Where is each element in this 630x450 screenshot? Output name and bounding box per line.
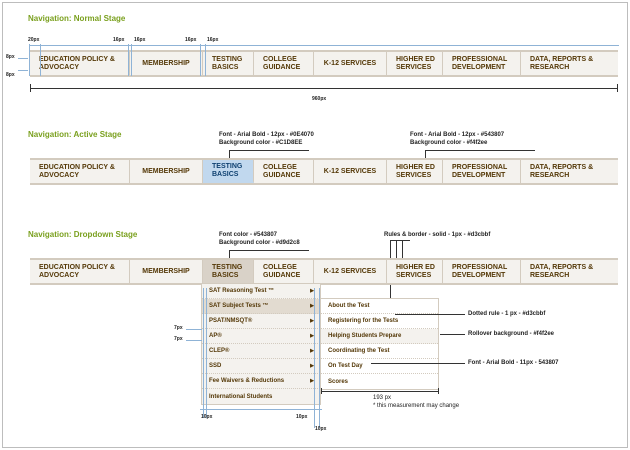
guide-line [205, 44, 206, 76]
guide-line [200, 409, 322, 410]
chevron-right-icon: ▶ [310, 333, 314, 339]
guide-line [314, 288, 315, 428]
nav-bar-normal [30, 50, 618, 77]
guide-line [206, 288, 207, 418]
nav-label: HIGHER ED SERVICES [396, 55, 435, 71]
dropdown-item[interactable]: International Students [209, 393, 273, 400]
nav-label: DATA, REPORTS & RESEARCH [530, 55, 594, 71]
nav-item-college[interactable] [254, 260, 314, 283]
guide-line [186, 340, 202, 341]
measure-8px-top: 8px [6, 54, 15, 60]
measure-8px-bottom: 8px [6, 72, 15, 78]
nav-item-professional[interactable] [443, 52, 521, 75]
dimension-tick [438, 388, 439, 394]
guide-line [18, 70, 28, 71]
measure-10px-b: 10px [296, 414, 308, 420]
measure-16px-c: 16px [185, 37, 197, 43]
dropdown-item[interactable]: SAT Subject Tests ™ ▶ [202, 299, 320, 314]
submenu-item[interactable]: Registering for the Tests [321, 314, 438, 329]
callout-line [371, 363, 465, 364]
guide-line [40, 44, 41, 76]
nav-label: K-12 SERVICES [323, 267, 377, 275]
nav-item-testing[interactable] [203, 52, 254, 75]
nav-item-testing-active[interactable] [203, 160, 254, 183]
nav-label: MEMBERSHIP [142, 167, 190, 175]
nav-item-education[interactable] [30, 260, 130, 283]
measure-7px-b: 7px [174, 336, 183, 342]
dropdown-item[interactable]: Fee Waivers & Reductions ▶ [202, 374, 320, 389]
nav-label: COLLEGE GUIDANCE [263, 263, 301, 279]
section-title-active: Navigation: Active Stage [28, 130, 122, 139]
measure-16px-d: 16px [207, 37, 219, 43]
note-submenu-font: Font - Arial Bold - 11px - 543807 [468, 360, 559, 366]
nav-label: PROFESSIONAL DEVELOPMENT [452, 163, 508, 179]
measure-7px-a: 7px [174, 325, 183, 331]
callout-line [390, 240, 410, 241]
nav-label: DATA, REPORTS & RESEARCH [530, 163, 594, 179]
nav-item-professional[interactable] [443, 160, 521, 183]
measure-16px-b: 16px [134, 37, 146, 43]
nav-label: TESTING BASICS [212, 162, 243, 178]
submenu-item[interactable]: Scores [328, 378, 349, 385]
guide-line [29, 44, 30, 76]
nav-item-college[interactable] [254, 160, 314, 183]
callout-line [425, 150, 535, 151]
guide-line [128, 44, 129, 76]
nav-item-data[interactable] [521, 260, 618, 283]
nav-item-education[interactable] [30, 52, 130, 75]
measure-20px: 20px [28, 37, 40, 43]
nav-bar-active [30, 158, 618, 185]
nav-item-testing-open[interactable] [203, 260, 254, 283]
callout-line [229, 250, 309, 251]
section-title-normal: Navigation: Normal Stage [28, 14, 126, 23]
callout-line [395, 314, 465, 315]
nav-item-k12[interactable] [314, 260, 387, 283]
measure-193px: 193 px [373, 395, 392, 401]
nav-item-membership[interactable] [130, 52, 203, 75]
nav-item-college[interactable] [254, 52, 314, 75]
guide-line [319, 288, 320, 428]
width-dimension-line [321, 391, 439, 392]
nav-label: EDUCATION POLICY & ADVOCACY [39, 263, 115, 279]
nav-label: K-12 SERVICES [323, 59, 377, 67]
nav-item-higher-ed[interactable] [387, 52, 443, 75]
guide-line [131, 44, 132, 76]
section-title-dropdown: Navigation: Dropdown Stage [28, 230, 138, 239]
dropdown-item[interactable]: SAT Reasoning Test ™ ▶ [202, 284, 320, 299]
nav-label: PROFESSIONAL DEVELOPMENT [452, 263, 508, 279]
chevron-right-icon: ▶ [310, 318, 314, 324]
nav-item-data[interactable] [521, 52, 618, 75]
dropdown-item[interactable]: AP® ▶ [202, 329, 320, 344]
nav-label: EDUCATION POLICY & ADVOCACY [39, 163, 115, 179]
note-dotted-rule: Dotted rule - 1 px - #d3cbbf [468, 311, 546, 317]
nav-label: EDUCATION POLICY & ADVOCACY [39, 55, 115, 71]
dimension-tick [617, 84, 618, 92]
active-note-right: Font - Arial Bold - 12px - #543807 Background color - #f4f2ee [410, 132, 505, 146]
nav-item-higher-ed[interactable] [387, 260, 443, 283]
chevron-right-icon: ▶ [310, 363, 314, 369]
guide-line [200, 44, 201, 76]
nav-item-higher-ed[interactable] [387, 160, 443, 183]
chevron-right-icon: ▶ [310, 348, 314, 354]
measure-16px-a: 16px [113, 37, 125, 43]
nav-label: TESTING BASICS [212, 55, 243, 71]
nav-label: K-12 SERVICES [323, 167, 377, 175]
nav-item-k12[interactable] [314, 160, 387, 183]
nav-item-professional[interactable] [443, 260, 521, 283]
submenu-item-rollover[interactable]: Helping Students Prepare [321, 329, 438, 344]
active-note-left: Font - Arial Bold - 12px - #0E4070 Background color - #C1D8EE [219, 132, 314, 146]
callout-line [396, 240, 397, 258]
dimension-tick [30, 84, 31, 92]
dimension-tick [321, 388, 322, 394]
chevron-right-icon: ▶ [310, 378, 314, 384]
nav-label: COLLEGE GUIDANCE [263, 163, 301, 179]
guide-line [186, 329, 202, 330]
submenu-item[interactable]: Coordinating the Test [321, 344, 438, 359]
submenu-item[interactable]: On Test Day [321, 359, 438, 374]
chevron-right-icon: ▶ [310, 288, 314, 294]
dropdown-item[interactable]: SSD ▶ [202, 359, 320, 374]
measure-960px: 960px [312, 96, 327, 102]
dropdown-item[interactable]: CLEP® ▶ [202, 344, 320, 359]
nav-item-membership[interactable] [130, 260, 203, 283]
nav-item-data[interactable] [521, 160, 618, 183]
guide-line [29, 45, 619, 46]
width-dimension-line [30, 88, 618, 89]
callout-line [229, 150, 309, 151]
nav-label: MEMBERSHIP [142, 59, 190, 67]
nav-item-membership[interactable] [130, 160, 203, 183]
nav-label: PROFESSIONAL DEVELOPMENT [452, 55, 508, 71]
guide-line [18, 58, 28, 59]
nav-label: TESTING BASICS [212, 263, 243, 279]
nav-label: MEMBERSHIP [142, 267, 190, 275]
nav-bar-dropdown [30, 258, 618, 285]
testing-dropdown-menu [201, 283, 321, 405]
measurement-note: * this measurement may change [373, 403, 460, 409]
callout-line [440, 334, 465, 335]
nav-label: DATA, REPORTS & RESEARCH [530, 263, 594, 279]
measure-10px-a: 10px [201, 414, 213, 420]
nav-label: HIGHER ED SERVICES [396, 263, 435, 279]
submenu-item[interactable]: About the Test [321, 299, 438, 314]
chevron-right-icon: ▶ [310, 303, 314, 309]
callout-line [402, 240, 403, 258]
sat-subject-submenu [320, 298, 439, 390]
note-rollover: Rollover background - #f4f2ee [468, 331, 555, 337]
dropdown-note-font: Font color - #543807 Background color - #d9d2c8 [219, 232, 300, 246]
guide-line [203, 288, 204, 418]
nav-label: COLLEGE GUIDANCE [263, 55, 301, 71]
dropdown-item[interactable]: PSAT/NMSQT® ▶ [202, 314, 320, 329]
measure-10px-c: 10px [315, 426, 327, 432]
nav-item-education[interactable] [30, 160, 130, 183]
nav-item-k12[interactable] [314, 52, 387, 75]
nav-label: HIGHER ED SERVICES [396, 163, 435, 179]
dropdown-note-rules: Rules & border - solid - 1px - #d3cbbf [384, 232, 491, 238]
